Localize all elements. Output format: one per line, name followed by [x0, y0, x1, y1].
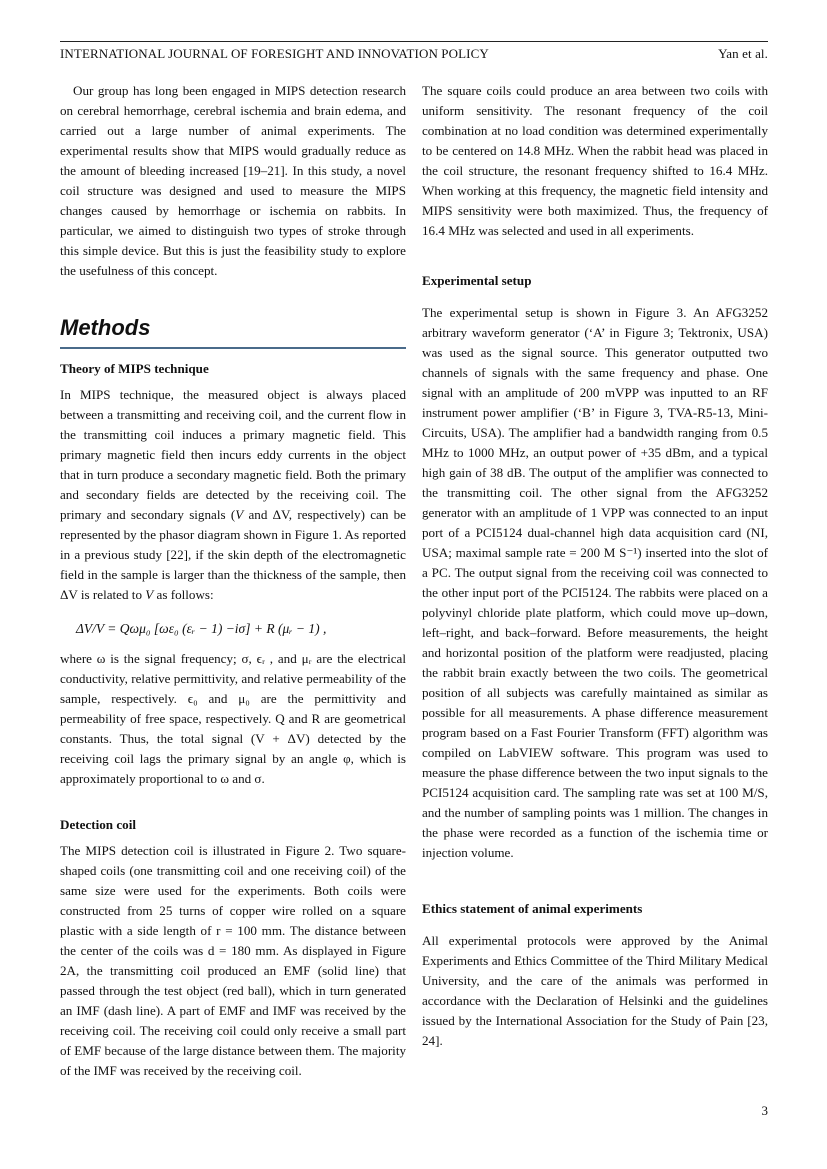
right-column: [422, 81, 768, 1051]
mips-equation: ΔV/V = Qωμ₀ [ωε₀ (εᵣ − 1) −iσ] + R (μᵣ − 1) ,: [76, 621, 327, 636]
author-line: Yan et al.: [718, 46, 768, 61]
page-number: 3: [761, 1103, 768, 1118]
experimental-setup-paragraph: The experimental setup is shown in Figure 3. An AFG3252 arbitrary waveform generator (‘A’ in Figure 3; Tektronix, USA) was used as the signal source. This generator outputted two channels of signals with the same frequency and phase. One signal with an amplitude of 200 mVPP was inputted to an RF instrument power amplifier (‘B’ in Figure 3, TVA-R5-13, Mini-Circuits, USA). The amplifier had a bandwidth ranging from 0.5 MHz to 1000 MHz, an output power of +35 dBm, and a typical high gain of 38 dB. The output of the amplifier was connected to the transmitting coil. The other signal from the AFG3252 generator with an amplitude of 1 VPP was connected to an input port of a PCI5124 dual-channel high data acquisition card (NI, USA; maximal sample rate = 200 M S⁻¹) inserted into the slot of a PC. The output signal from the receiving coil was connected to the other input port of the PCI5124. The rabbits were placed on a polyvinyl chloride plate platform, which could move up–down, left–right, and back–forward. Before measurements, the height and horizontal position of the platform were readjusted, placing the rabbit brain exactly between the two coils. The geometrical position of all subjects was carefully maintained as similar as possible for all measurements. A phase difference measurement program based on a Fast Fourier Transform (FFT) algorithm was compiled on LabVIEW software. This program was used to measure the phase difference between the two input signals to the PCI5124 acquisition card. The sampling rate was set at 100 M/S, and the number of sampling points was 1 million. The changes in the phase were recorded as a function of the ischemia time or injection volume.: [422, 305, 768, 860]
methods-section-title: Methods: [60, 315, 406, 349]
theory-heading: Theory of MIPS technique: [60, 361, 209, 376]
theory-paragraph-2: where ω is the signal frequency; σ, ϵᵣ , and μᵣ are the electrical conductivity, relative permittivity, and relative permeability of the sample, respectively. ϵ₀ and μ₀ are the permittivity and permeability of free space, respectively. Q and R are geometrical constants. Thus, the total signal (V + ΔV) detected by the receiving coil lags the primary signal by an angle φ, which is approximately proportional to ω and σ.: [60, 651, 406, 786]
ethics-paragraph: All experimental protocols were approved by the Animal Experiments and Ethics Committee of the Third Military Medical University, and the care of the animals was performed in accordance with the Declaration of Helsinki and the guidelines issued by the International Association for the Study of Pain [23, 24].: [422, 933, 768, 1048]
detection-coil-paragraph: The MIPS detection coil is illustrated in Figure 2. Two square-shaped coils (one transmitting coil and one receiving coil) of the same size were used for the experiments. Both coils were constructed from 25 turns of copper wire rolled on a square plastic with a side length of r = 100 mm. The distance between the center of the coils was d = 180 mm. As displayed in Figure 2A, the transmitting coil produced an EMF (solid line) that passed through the test object (red ball), which in turn generated an IMF (dash line). A part of EMF and IMF was received by the receiving coil. The receiving coil could only receive a small part of EMF because of the large distance between them. The majority of the IMF was received by the receiving coil.: [60, 843, 406, 1078]
journal-title: INTERNATIONAL JOURNAL OF FORESIGHT AND INNOVATION POLICY: [60, 46, 489, 61]
coil-paragraph-continued: The square coils could produce an area between two coils with uniform sensitivity. The resonant frequency of the coil combination at no load condition was determined experimentally to be centered on 14.8 MHz. When the rabbit head was placed in the coil structure, the resonant frequency shifted to 16.4 MHz. When working at this frequency, the magnetic field intensity and MIPS sensitivity were both maximized. Thus, the frequency of 16.4 MHz was selected and used in all experiments.: [422, 83, 768, 238]
theory-paragraph: In MIPS technique, the measured object is always placed between a transmitting and receiving coil, and the current flow in the transmitting coil induces a primary magnetic field. This primary magnetic field then incurs eddy currents in the object that in turn produce a secondary magnetic field. Both the primary and secondary fields are detected by the receiving coil. The primary and secondary signals (V and ΔV, respectively) can be represented by the phasor diagram shown in Figure 1. As reported in a previous study [22], if the skin depth of the electromagnetic field in the sample is larger than the thickness of the sample, then ΔV is related to V as follows:: [60, 387, 406, 602]
left-column: [60, 81, 406, 1081]
intro-paragraph: Our group has long been engaged in MIPS detection research on cerebral hemorrhage, cerebral ischemia and brain edema, and carried out a large number of animal experiments. The experimental results show that MIPS would gradually reduce as the amount of bleeding increased [19–21]. In this study, a novel coil structure was designed and used to measure the MIPS changes caused by hemorrhage or ischemia on rabbits. In particular, we aimed to distinguish two types of stroke through this simple device. But this is just the feasibility study to explore the usefulness of this concept.: [60, 83, 406, 278]
header-rule: [60, 41, 768, 42]
ethics-heading: Ethics statement of animal experiments: [422, 901, 643, 916]
experimental-setup-heading: Experimental setup: [422, 273, 532, 288]
detection-coil-heading: Detection coil: [60, 817, 136, 832]
